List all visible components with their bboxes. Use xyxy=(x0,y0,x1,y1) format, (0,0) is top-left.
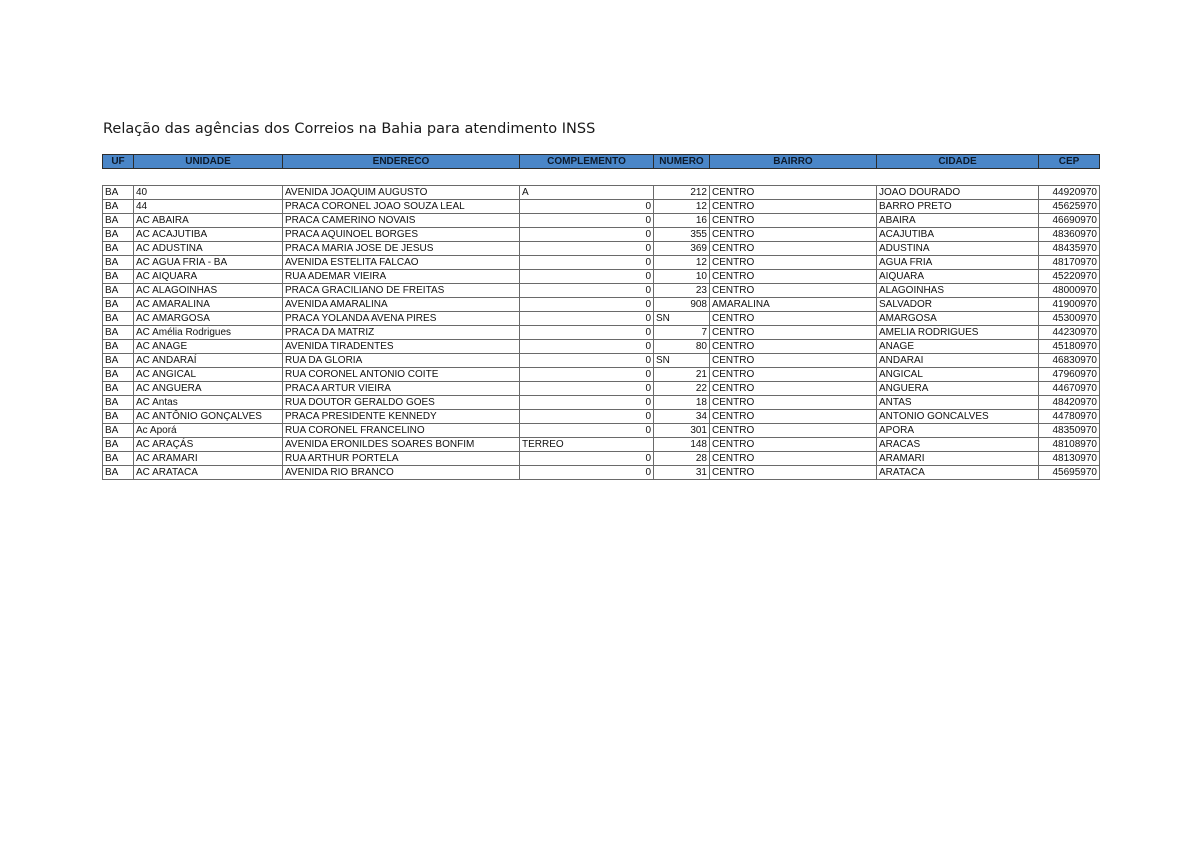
cell-cidade: ARACAS xyxy=(877,438,1039,452)
cell-complemento: 0 xyxy=(520,298,654,312)
cell-endereco: PRACA YOLANDA AVENA PIRES xyxy=(283,312,520,326)
cell-numero: 212 xyxy=(654,186,710,200)
cell-complemento: 0 xyxy=(520,284,654,298)
cell-uf: BA xyxy=(103,298,134,312)
cell-cidade: BARRO PRETO xyxy=(877,200,1039,214)
cell-endereco: PRACA DA MATRIZ xyxy=(283,326,520,340)
cell-numero: 355 xyxy=(654,228,710,242)
cell-complemento: 0 xyxy=(520,200,654,214)
column-header-unidade: UNIDADE xyxy=(134,155,283,169)
cell-bairro: CENTRO xyxy=(710,326,877,340)
cell-unidade: AC Amélia Rodrigues xyxy=(134,326,283,340)
cell-cidade: ANAGE xyxy=(877,340,1039,354)
cell-bairro: CENTRO xyxy=(710,410,877,424)
cell-endereco: PRACA CORONEL JOAO SOUZA LEAL xyxy=(283,200,520,214)
cell-endereco: AVENIDA ERONILDES SOARES BONFIM xyxy=(283,438,520,452)
cell-unidade: AC ANAGE xyxy=(134,340,283,354)
cell-numero: 12 xyxy=(654,256,710,270)
cell-numero: 908 xyxy=(654,298,710,312)
table-row xyxy=(103,396,1100,410)
cell-numero: 369 xyxy=(654,242,710,256)
cell-cep: 46690970 xyxy=(1039,214,1100,228)
table-row xyxy=(103,354,1100,368)
table-row xyxy=(103,298,1100,312)
cell-unidade: AC ANGUERA xyxy=(134,382,283,396)
cell-uf: BA xyxy=(103,452,134,466)
table-row xyxy=(103,382,1100,396)
cell-uf: BA xyxy=(103,242,134,256)
cell-endereco: RUA CORONEL ANTONIO COITE xyxy=(283,368,520,382)
cell-unidade: AC ABAIRA xyxy=(134,214,283,228)
cell-bairro: CENTRO xyxy=(710,368,877,382)
cell-numero: 28 xyxy=(654,452,710,466)
cell-bairro: CENTRO xyxy=(710,214,877,228)
cell-unidade: AC AMARALINA xyxy=(134,298,283,312)
cell-unidade: AC Antas xyxy=(134,396,283,410)
cell-complemento: 0 xyxy=(520,410,654,424)
cell-bairro: CENTRO xyxy=(710,382,877,396)
table-header-row xyxy=(103,155,1100,169)
cell-cidade: ANTONIO GONCALVES xyxy=(877,410,1039,424)
cell-numero: 23 xyxy=(654,284,710,298)
cell-endereco: RUA DA GLORIA xyxy=(283,354,520,368)
cell-endereco: PRACA GRACILIANO DE FREITAS xyxy=(283,284,520,298)
cell-endereco: AVENIDA RIO BRANCO xyxy=(283,466,520,480)
cell-unidade: Ac Aporá xyxy=(134,424,283,438)
cell-uf: BA xyxy=(103,326,134,340)
cell-uf: BA xyxy=(103,382,134,396)
cell-numero: SN xyxy=(654,312,710,326)
cell-endereco: PRACA CAMERINO NOVAIS xyxy=(283,214,520,228)
table-row xyxy=(103,228,1100,242)
cell-bairro: CENTRO xyxy=(710,340,877,354)
cell-complemento: 0 xyxy=(520,354,654,368)
cell-cidade: ARAMARI xyxy=(877,452,1039,466)
cell-complemento: 0 xyxy=(520,228,654,242)
cell-cidade: ANTAS xyxy=(877,396,1039,410)
cell-complemento: 0 xyxy=(520,368,654,382)
cell-endereco: AVENIDA ESTELITA FALCAO xyxy=(283,256,520,270)
column-header-endereco: ENDERECO xyxy=(283,155,520,169)
cell-unidade: AC AGUA FRIA - BA xyxy=(134,256,283,270)
cell-bairro: CENTRO xyxy=(710,186,877,200)
cell-cep: 47960970 xyxy=(1039,368,1100,382)
cell-bairro: CENTRO xyxy=(710,466,877,480)
cell-complemento: A xyxy=(520,186,654,200)
cell-cep: 45695970 xyxy=(1039,466,1100,480)
cell-complemento: 0 xyxy=(520,466,654,480)
cell-bairro: CENTRO xyxy=(710,354,877,368)
cell-cidade: ARATACA xyxy=(877,466,1039,480)
cell-cep: 48360970 xyxy=(1039,228,1100,242)
cell-endereco: RUA ADEMAR VIEIRA xyxy=(283,270,520,284)
cell-cep: 48420970 xyxy=(1039,396,1100,410)
cell-uf: BA xyxy=(103,354,134,368)
cell-endereco: RUA DOUTOR GERALDO GOES xyxy=(283,396,520,410)
cell-endereco: AVENIDA JOAQUIM AUGUSTO xyxy=(283,186,520,200)
spacer-row xyxy=(103,169,1100,186)
cell-uf: BA xyxy=(103,270,134,284)
cell-unidade: AC ARAÇÁS xyxy=(134,438,283,452)
column-header-bairro: BAIRRO xyxy=(710,155,877,169)
cell-cidade: ANDARAI xyxy=(877,354,1039,368)
cell-cidade: ANGUERA xyxy=(877,382,1039,396)
cell-numero: 31 xyxy=(654,466,710,480)
cell-cep: 48350970 xyxy=(1039,424,1100,438)
cell-uf: BA xyxy=(103,186,134,200)
cell-endereco: RUA ARTHUR PORTELA xyxy=(283,452,520,466)
cell-complemento: 0 xyxy=(520,326,654,340)
cell-endereco: AVENIDA TIRADENTES xyxy=(283,340,520,354)
cell-numero: 148 xyxy=(654,438,710,452)
cell-cidade: ACAJUTIBA xyxy=(877,228,1039,242)
cell-uf: BA xyxy=(103,424,134,438)
table-row xyxy=(103,424,1100,438)
cell-complemento: 0 xyxy=(520,382,654,396)
cell-uf: BA xyxy=(103,340,134,354)
cell-endereco: RUA CORONEL FRANCELINO xyxy=(283,424,520,438)
cell-bairro: CENTRO xyxy=(710,438,877,452)
table-row xyxy=(103,200,1100,214)
table-row xyxy=(103,256,1100,270)
cell-cep: 44230970 xyxy=(1039,326,1100,340)
table-row xyxy=(103,438,1100,452)
cell-cep: 46830970 xyxy=(1039,354,1100,368)
cell-numero: 301 xyxy=(654,424,710,438)
cell-bairro: CENTRO xyxy=(710,242,877,256)
cell-numero: 12 xyxy=(654,200,710,214)
cell-cep: 41900970 xyxy=(1039,298,1100,312)
cell-numero: 7 xyxy=(654,326,710,340)
cell-cep: 45220970 xyxy=(1039,270,1100,284)
cell-unidade: AC AMARGOSA xyxy=(134,312,283,326)
cell-bairro: CENTRO xyxy=(710,312,877,326)
cell-cep: 48170970 xyxy=(1039,256,1100,270)
table-row xyxy=(103,284,1100,298)
cell-unidade: 44 xyxy=(134,200,283,214)
cell-complemento: 0 xyxy=(520,242,654,256)
cell-complemento: 0 xyxy=(520,214,654,228)
cell-cidade: ABAIRA xyxy=(877,214,1039,228)
cell-cidade: ANGICAL xyxy=(877,368,1039,382)
cell-numero: 10 xyxy=(654,270,710,284)
cell-cidade: ALAGOINHAS xyxy=(877,284,1039,298)
table-row xyxy=(103,326,1100,340)
table-row xyxy=(103,410,1100,424)
cell-cidade: SALVADOR xyxy=(877,298,1039,312)
cell-bairro: CENTRO xyxy=(710,452,877,466)
cell-endereco: AVENIDA AMARALINA xyxy=(283,298,520,312)
cell-numero: 34 xyxy=(654,410,710,424)
cell-numero: 21 xyxy=(654,368,710,382)
cell-cidade: APORA xyxy=(877,424,1039,438)
cell-endereco: PRACA MARIA JOSE DE JESUS xyxy=(283,242,520,256)
cell-cep: 48000970 xyxy=(1039,284,1100,298)
cell-complemento: 0 xyxy=(520,312,654,326)
column-header-cep: CEP xyxy=(1039,155,1100,169)
cell-uf: BA xyxy=(103,228,134,242)
table-row xyxy=(103,452,1100,466)
page-title: Relação das agências dos Correios na Bahia para atendimento INSS xyxy=(103,121,596,137)
cell-unidade: AC AIQUARA xyxy=(134,270,283,284)
cell-bairro: CENTRO xyxy=(710,424,877,438)
table-row xyxy=(103,340,1100,354)
column-header-complemento: COMPLEMENTO xyxy=(520,155,654,169)
cell-unidade: AC ALAGOINHAS xyxy=(134,284,283,298)
cell-complemento: 0 xyxy=(520,256,654,270)
cell-uf: BA xyxy=(103,410,134,424)
cell-bairro: CENTRO xyxy=(710,396,877,410)
cell-unidade: AC ANTÔNIO GONÇALVES xyxy=(134,410,283,424)
cell-unidade: AC ARAMARI xyxy=(134,452,283,466)
cell-unidade: AC ANDARAÍ xyxy=(134,354,283,368)
agencies-table xyxy=(102,154,1100,480)
cell-cep: 48130970 xyxy=(1039,452,1100,466)
column-header-cidade: CIDADE xyxy=(877,155,1039,169)
cell-cidade: ADUSTINA xyxy=(877,242,1039,256)
cell-uf: BA xyxy=(103,466,134,480)
cell-cidade: AMARGOSA xyxy=(877,312,1039,326)
cell-cep: 44780970 xyxy=(1039,410,1100,424)
cell-cep: 45300970 xyxy=(1039,312,1100,326)
column-header-uf: UF xyxy=(103,155,134,169)
cell-uf: BA xyxy=(103,256,134,270)
cell-cidade: AMELIA RODRIGUES xyxy=(877,326,1039,340)
table-row xyxy=(103,242,1100,256)
cell-bairro: CENTRO xyxy=(710,270,877,284)
column-header-numero: NUMERO xyxy=(654,155,710,169)
cell-bairro: CENTRO xyxy=(710,200,877,214)
table-row xyxy=(103,214,1100,228)
table-row xyxy=(103,186,1100,200)
table-row xyxy=(103,270,1100,284)
cell-unidade: AC ACAJUTIBA xyxy=(134,228,283,242)
cell-numero: 16 xyxy=(654,214,710,228)
cell-cidade: AGUA FRIA xyxy=(877,256,1039,270)
cell-bairro: CENTRO xyxy=(710,256,877,270)
cell-cep: 45625970 xyxy=(1039,200,1100,214)
cell-cep: 44670970 xyxy=(1039,382,1100,396)
cell-numero: 22 xyxy=(654,382,710,396)
cell-complemento: 0 xyxy=(520,270,654,284)
table-row xyxy=(103,466,1100,480)
cell-uf: BA xyxy=(103,396,134,410)
cell-bairro: CENTRO xyxy=(710,228,877,242)
cell-numero: 80 xyxy=(654,340,710,354)
cell-unidade: AC ARATACA xyxy=(134,466,283,480)
cell-endereco: PRACA AQUINOEL BORGES xyxy=(283,228,520,242)
cell-complemento: 0 xyxy=(520,424,654,438)
cell-cidade: JOAO DOURADO xyxy=(877,186,1039,200)
cell-bairro: CENTRO xyxy=(710,284,877,298)
cell-cep: 48108970 xyxy=(1039,438,1100,452)
cell-unidade: AC ANGICAL xyxy=(134,368,283,382)
cell-unidade: 40 xyxy=(134,186,283,200)
cell-uf: BA xyxy=(103,312,134,326)
cell-uf: BA xyxy=(103,438,134,452)
cell-complemento: 0 xyxy=(520,340,654,354)
cell-endereco: PRACA PRESIDENTE KENNEDY xyxy=(283,410,520,424)
cell-uf: BA xyxy=(103,284,134,298)
cell-cidade: AIQUARA xyxy=(877,270,1039,284)
cell-complemento: 0 xyxy=(520,396,654,410)
table-body xyxy=(103,169,1100,480)
cell-complemento: 0 xyxy=(520,452,654,466)
cell-bairro: AMARALINA xyxy=(710,298,877,312)
cell-unidade: AC ADUSTINA xyxy=(134,242,283,256)
cell-cep: 44920970 xyxy=(1039,186,1100,200)
cell-endereco: PRACA ARTUR VIEIRA xyxy=(283,382,520,396)
cell-cep: 45180970 xyxy=(1039,340,1100,354)
cell-complemento: TERREO xyxy=(520,438,654,452)
table-row xyxy=(103,368,1100,382)
cell-cep: 48435970 xyxy=(1039,242,1100,256)
cell-uf: BA xyxy=(103,200,134,214)
table-row xyxy=(103,312,1100,326)
cell-uf: BA xyxy=(103,214,134,228)
cell-uf: BA xyxy=(103,368,134,382)
cell-numero: SN xyxy=(654,354,710,368)
cell-numero: 18 xyxy=(654,396,710,410)
